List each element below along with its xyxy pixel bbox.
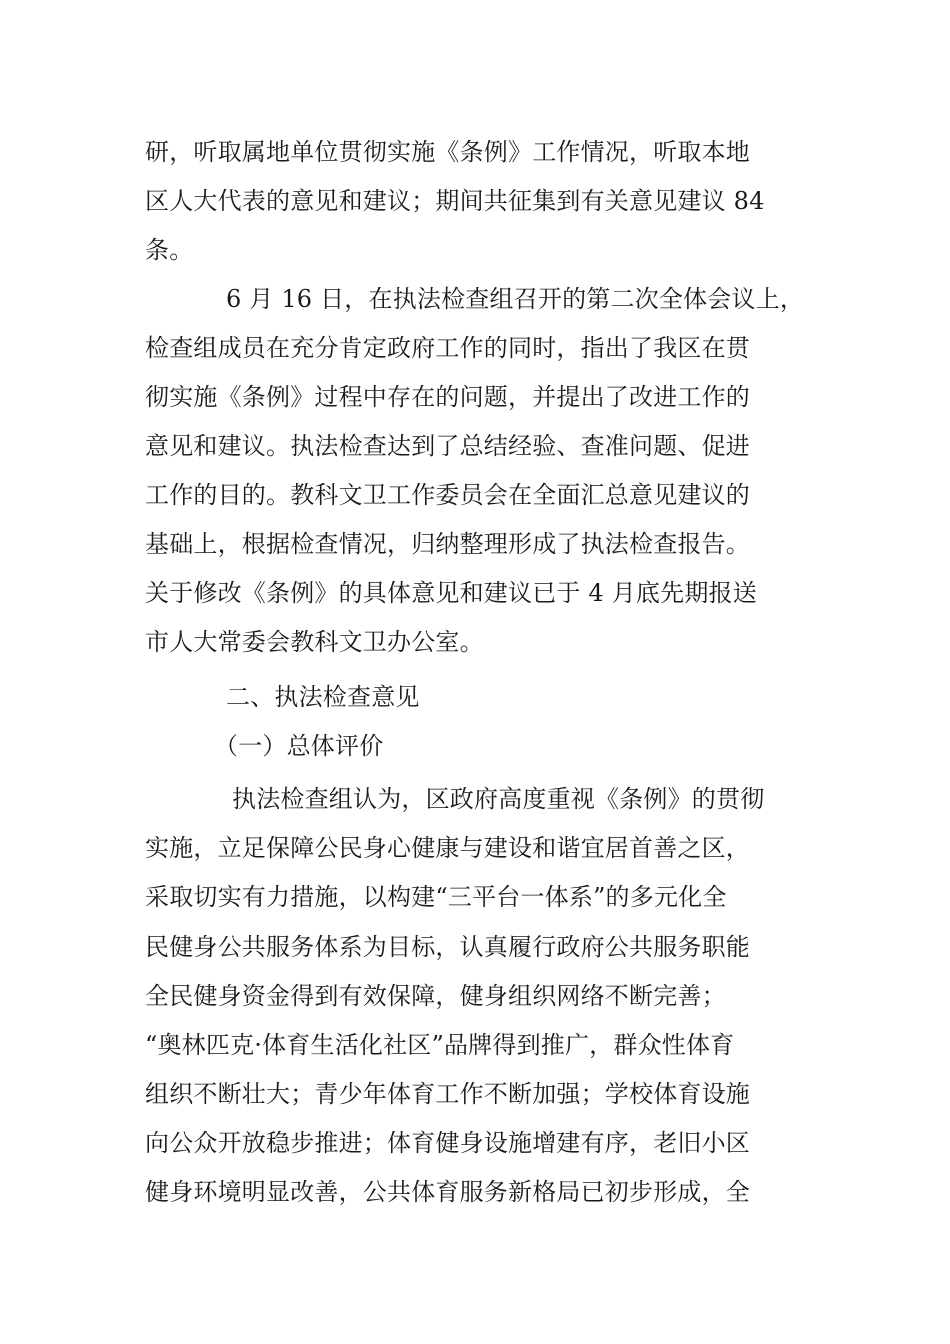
text-line: 向公众开放稳步推进；体育健身设施增建有序，老旧小区 [145, 1129, 750, 1157]
section-heading: 二、执法检查意见 [226, 683, 420, 711]
text-line: 全民健身资金得到有效保障，健身组织网络不断完善； [145, 982, 726, 1010]
text-line: 意见和建议。执法检查达到了总结经验、查准问题、促进 [145, 432, 750, 460]
text-line: 采取切实有力措施，以构建“三平台一体系”的多元化全 [145, 883, 727, 911]
text-line: 民健身公共服务体系为目标，认真履行政府公共服务职能 [145, 933, 750, 961]
text-line: 健身环境明显改善，公共体育服务新格局已初步形成，全 [145, 1178, 750, 1206]
text-line: 条。 [145, 236, 194, 264]
text-line: “奥林匹克·体育生活化社区”品牌得到推广，群众性体育 [145, 1031, 735, 1059]
text-line: 彻实施《条例》过程中存在的问题，并提出了改进工作的 [145, 383, 750, 411]
text-line: 6 月 16 日，在执法检查组召开的第二次全体会议上， [226, 285, 805, 313]
text-line: 检查组成员在充分肯定政府工作的同时，指出了我区在贯 [145, 334, 750, 362]
text-line: 基础上，根据检查情况，归纳整理形成了执法检查报告。 [145, 530, 750, 558]
text-line: 实施，立足保障公民身心健康与建设和谐宜居首善之区， [145, 834, 750, 862]
text-line: 工作的目的。教科文卫工作委员会在全面汇总意见建议的 [145, 481, 750, 509]
text-line: 市人大常委会教科文卫办公室。 [145, 628, 484, 656]
text-line: 关于修改《条例》的具体意见和建议已于 4 月底先期报送 [145, 579, 757, 607]
text-line: 执法检查组认为，区政府高度重视《条例》的贯彻 [232, 785, 765, 813]
subsection-heading: （一）总体评价 [214, 732, 384, 760]
text-line: 区人大代表的意见和建议；期间共征集到有关意见建议 84 [145, 187, 765, 215]
text-line: 组织不断壮大；青少年体育工作不断加强；学校体育设施 [145, 1080, 750, 1108]
text-line: 研，听取属地单位贯彻实施《条例》工作情况，听取本地 [145, 138, 750, 166]
